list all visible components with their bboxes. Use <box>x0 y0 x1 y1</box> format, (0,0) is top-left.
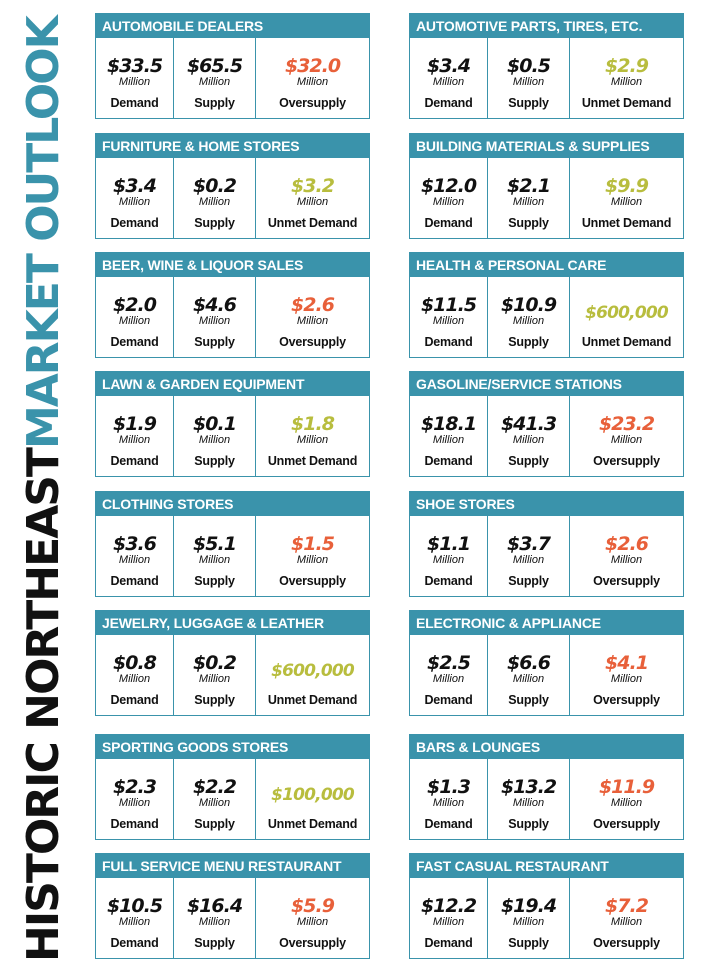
market-panel <box>409 853 684 959</box>
metric-value: $0.1 <box>193 413 236 435</box>
panel-title: ELECTRONIC & APPLIANCE <box>410 611 683 635</box>
metric-unit: Million <box>118 916 151 928</box>
demand-cell <box>410 277 488 357</box>
page-title <box>18 7 69 962</box>
metric-label: Supply <box>194 454 235 468</box>
metric-value: $1.3 <box>427 776 470 798</box>
metric-value: $4.6 <box>193 294 236 316</box>
metric-value: $12.0 <box>420 175 477 197</box>
metric-value: $2.2 <box>193 776 236 798</box>
metric-label: Oversupply <box>593 693 660 707</box>
demand-cell <box>410 158 488 238</box>
metric-label: Demand <box>110 335 159 349</box>
demand-cell <box>96 516 174 596</box>
metric-unit: Million <box>512 673 545 685</box>
metric-label: Supply <box>508 454 549 468</box>
panel-metrics <box>410 277 683 357</box>
market-panel <box>95 13 370 119</box>
supply-cell <box>174 635 256 715</box>
demand-cell <box>96 878 174 958</box>
panel-metrics <box>96 277 369 357</box>
metric-value: $100,000 <box>271 785 354 805</box>
balance-cell <box>256 878 369 958</box>
metric-value: $18.1 <box>420 413 477 435</box>
supply-cell <box>488 878 570 958</box>
metric-value: $19.4 <box>500 895 557 917</box>
market-panel <box>409 491 684 597</box>
metric-label: Oversupply <box>279 335 346 349</box>
metric-value: $12.2 <box>420 895 477 917</box>
panel-metrics <box>410 516 683 596</box>
metric-value: $1.8 <box>291 413 334 435</box>
balance-cell <box>256 38 369 118</box>
metric-unit: Million <box>198 797 231 809</box>
metric-value: $3.2 <box>291 175 334 197</box>
supply-cell <box>488 277 570 357</box>
market-panel <box>409 734 684 840</box>
metric-unit: Million <box>432 315 465 327</box>
panel-title: AUTOMOBILE DEALERS <box>96 14 369 38</box>
metric-label: Supply <box>194 817 235 831</box>
metric-unit: Million <box>512 76 545 88</box>
supply-cell <box>174 396 256 476</box>
panel-title: BARS & LOUNGES <box>410 735 683 759</box>
metric-unit: Million <box>198 554 231 566</box>
balance-cell <box>256 759 369 839</box>
metric-label: Unmet Demand <box>267 693 358 707</box>
panel-metrics <box>96 635 369 715</box>
demand-cell <box>96 277 174 357</box>
panel-metrics <box>96 158 369 238</box>
panel-metrics <box>96 38 369 118</box>
market-panel <box>95 610 370 716</box>
metric-unit: Million <box>118 673 151 685</box>
metric-label: Oversupply <box>279 936 346 950</box>
metric-unit: Million <box>198 315 231 327</box>
demand-cell <box>410 635 488 715</box>
metric-unit: Million <box>118 554 151 566</box>
metric-unit: Million <box>198 434 231 446</box>
metric-unit: Million <box>296 76 329 88</box>
balance-cell <box>570 878 683 958</box>
metric-value: $6.6 <box>507 652 550 674</box>
panel-title: BEER, WINE & LIQUOR SALES <box>96 253 369 277</box>
metric-value: $1.9 <box>113 413 156 435</box>
metric-label: Oversupply <box>279 96 346 110</box>
market-panel <box>409 13 684 119</box>
metric-unit: Million <box>512 196 545 208</box>
balance-cell <box>256 158 369 238</box>
panel-metrics <box>96 759 369 839</box>
metric-value: $1.1 <box>427 533 470 555</box>
metric-value: $10.5 <box>106 895 163 917</box>
metric-label: Supply <box>508 574 549 588</box>
balance-cell <box>570 396 683 476</box>
metric-label: Supply <box>508 693 549 707</box>
metric-value: $2.9 <box>605 55 648 77</box>
panel-metrics <box>410 38 683 118</box>
panel-metrics <box>410 396 683 476</box>
metric-unit: Million <box>296 196 329 208</box>
supply-cell <box>174 516 256 596</box>
metric-value: $23.2 <box>598 413 655 435</box>
metric-value: $0.2 <box>193 652 236 674</box>
panel-title: HEALTH & PERSONAL CARE <box>410 253 683 277</box>
supply-cell <box>174 759 256 839</box>
panel-metrics <box>410 878 683 958</box>
market-panel <box>95 371 370 477</box>
metric-label: Supply <box>508 96 549 110</box>
supply-cell <box>488 396 570 476</box>
panel-metrics <box>410 635 683 715</box>
supply-cell <box>174 878 256 958</box>
supply-cell <box>488 158 570 238</box>
supply-cell <box>488 516 570 596</box>
balance-cell <box>570 158 683 238</box>
metric-value: $1.5 <box>291 533 334 555</box>
metric-label: Demand <box>424 96 473 110</box>
market-panel <box>409 610 684 716</box>
metric-value: $5.9 <box>291 895 334 917</box>
demand-cell <box>410 38 488 118</box>
metric-label: Unmet Demand <box>581 216 672 230</box>
market-panel <box>95 734 370 840</box>
supply-cell <box>174 38 256 118</box>
metric-unit: Million <box>118 797 151 809</box>
metric-value: $600,000 <box>585 303 668 323</box>
metric-label: Demand <box>424 335 473 349</box>
metric-value: $3.6 <box>113 533 156 555</box>
metric-label: Demand <box>424 574 473 588</box>
balance-cell <box>256 396 369 476</box>
supply-cell <box>488 38 570 118</box>
demand-cell <box>96 635 174 715</box>
panel-metrics <box>410 759 683 839</box>
balance-cell <box>570 38 683 118</box>
metric-label: Demand <box>424 936 473 950</box>
metric-unit: Million <box>610 434 643 446</box>
metric-label: Supply <box>194 216 235 230</box>
metric-unit: Million <box>118 315 151 327</box>
page-title-part1: HISTORIC NORTHEAST <box>18 449 69 962</box>
metric-unit: Million <box>512 797 545 809</box>
panel-metrics <box>96 516 369 596</box>
metric-unit: Million <box>296 916 329 928</box>
metric-label: Supply <box>508 335 549 349</box>
demand-cell <box>410 878 488 958</box>
panel-title: CLOTHING STORES <box>96 492 369 516</box>
market-panel <box>409 133 684 239</box>
metric-value: $0.2 <box>193 175 236 197</box>
metric-unit: Million <box>432 916 465 928</box>
metric-label: Demand <box>110 936 159 950</box>
metric-unit: Million <box>432 554 465 566</box>
panel-title: FULL SERVICE MENU RESTAURANT <box>96 854 369 878</box>
market-panel <box>95 133 370 239</box>
panel-metrics <box>96 396 369 476</box>
metric-value: $7.2 <box>605 895 648 917</box>
metric-label: Oversupply <box>593 454 660 468</box>
metric-label: Demand <box>424 454 473 468</box>
metric-value: $9.9 <box>605 175 648 197</box>
metric-label: Demand <box>110 693 159 707</box>
metric-label: Supply <box>194 936 235 950</box>
metric-label: Oversupply <box>279 574 346 588</box>
metric-unit: Million <box>512 916 545 928</box>
metric-label: Unmet Demand <box>267 216 358 230</box>
metric-unit: Million <box>610 76 643 88</box>
metric-label: Supply <box>194 693 235 707</box>
market-panel <box>409 371 684 477</box>
metric-value: $16.4 <box>186 895 243 917</box>
panel-title: SPORTING GOODS STORES <box>96 735 369 759</box>
metric-unit: Million <box>118 196 151 208</box>
panel-title: FURNITURE & HOME STORES <box>96 134 369 158</box>
metric-label: Unmet Demand <box>267 817 358 831</box>
supply-cell <box>174 158 256 238</box>
supply-cell <box>488 635 570 715</box>
metric-label: Demand <box>110 216 159 230</box>
balance-cell <box>570 277 683 357</box>
metric-label: Oversupply <box>593 574 660 588</box>
balance-cell <box>570 635 683 715</box>
metric-label: Demand <box>110 574 159 588</box>
metric-value: $4.1 <box>605 652 648 674</box>
metric-value: $32.0 <box>284 55 341 77</box>
supply-cell <box>174 277 256 357</box>
panel-title: FAST CASUAL RESTAURANT <box>410 854 683 878</box>
metric-label: Supply <box>194 96 235 110</box>
metric-unit: Million <box>610 196 643 208</box>
metric-value: $0.8 <box>113 652 156 674</box>
metric-unit: Million <box>432 76 465 88</box>
metric-value: $5.1 <box>193 533 236 555</box>
demand-cell <box>96 158 174 238</box>
metric-value: $3.4 <box>427 55 470 77</box>
market-panel <box>409 252 684 358</box>
metric-value: $2.5 <box>427 652 470 674</box>
metric-unit: Million <box>296 434 329 446</box>
metric-label: Supply <box>508 817 549 831</box>
panel-metrics <box>410 158 683 238</box>
metric-label: Oversupply <box>593 817 660 831</box>
metric-unit: Million <box>610 554 643 566</box>
metric-value: $2.1 <box>507 175 550 197</box>
metric-unit: Million <box>432 196 465 208</box>
metric-unit: Million <box>432 797 465 809</box>
metric-unit: Million <box>610 797 643 809</box>
panel-title: AUTOMOTIVE PARTS, TIRES, ETC. <box>410 14 683 38</box>
metric-label: Supply <box>508 936 549 950</box>
page-title-part2: MARKET OUTLOOK <box>18 17 69 450</box>
panel-title: JEWELRY, LUGGAGE & LEATHER <box>96 611 369 635</box>
metric-unit: Million <box>512 315 545 327</box>
supply-cell <box>488 759 570 839</box>
metric-value: $600,000 <box>271 661 354 681</box>
metric-unit: Million <box>610 916 643 928</box>
demand-cell <box>96 38 174 118</box>
metric-label: Demand <box>110 817 159 831</box>
metric-value: $10.9 <box>500 294 557 316</box>
market-panel <box>95 252 370 358</box>
panel-metrics <box>96 878 369 958</box>
panel-title: BUILDING MATERIALS & SUPPLIES <box>410 134 683 158</box>
balance-cell <box>256 277 369 357</box>
metric-value: $0.5 <box>507 55 550 77</box>
metric-unit: Million <box>198 673 231 685</box>
metric-value: $11.9 <box>598 776 655 798</box>
metric-label: Oversupply <box>593 936 660 950</box>
demand-cell <box>410 759 488 839</box>
metric-label: Demand <box>424 693 473 707</box>
metric-unit: Million <box>296 554 329 566</box>
balance-cell <box>570 516 683 596</box>
metric-unit: Million <box>118 76 151 88</box>
balance-cell <box>570 759 683 839</box>
panel-title: LAWN & GARDEN EQUIPMENT <box>96 372 369 396</box>
metric-value: $2.6 <box>605 533 648 555</box>
balance-cell <box>256 516 369 596</box>
metric-unit: Million <box>432 434 465 446</box>
metric-label: Demand <box>110 96 159 110</box>
metric-label: Demand <box>424 216 473 230</box>
metric-unit: Million <box>610 673 643 685</box>
metric-unit: Million <box>432 673 465 685</box>
demand-cell <box>410 396 488 476</box>
metric-label: Demand <box>424 817 473 831</box>
metric-unit: Million <box>512 434 545 446</box>
demand-cell <box>410 516 488 596</box>
metric-value: $41.3 <box>500 413 557 435</box>
metric-value: $65.5 <box>186 55 243 77</box>
metric-label: Demand <box>110 454 159 468</box>
metric-label: Unmet Demand <box>581 335 672 349</box>
metric-value: $33.5 <box>106 55 163 77</box>
metric-value: $2.3 <box>113 776 156 798</box>
metric-value: $3.4 <box>113 175 156 197</box>
metric-label: Unmet Demand <box>581 96 672 110</box>
demand-cell <box>96 396 174 476</box>
metric-unit: Million <box>198 196 231 208</box>
market-panel <box>95 491 370 597</box>
metric-value: $13.2 <box>500 776 557 798</box>
metric-unit: Million <box>512 554 545 566</box>
metric-label: Unmet Demand <box>267 454 358 468</box>
metric-unit: Million <box>198 76 231 88</box>
metric-label: Supply <box>194 335 235 349</box>
metric-unit: Million <box>198 916 231 928</box>
metric-unit: Million <box>118 434 151 446</box>
metric-label: Supply <box>508 216 549 230</box>
metric-value: $3.7 <box>507 533 550 555</box>
metric-unit: Million <box>296 315 329 327</box>
demand-cell <box>96 759 174 839</box>
panel-title: GASOLINE/SERVICE STATIONS <box>410 372 683 396</box>
balance-cell <box>256 635 369 715</box>
metric-value: $2.6 <box>291 294 334 316</box>
metric-label: Supply <box>194 574 235 588</box>
panel-title: SHOE STORES <box>410 492 683 516</box>
metric-value: $11.5 <box>420 294 477 316</box>
market-panel <box>95 853 370 959</box>
metric-value: $2.0 <box>113 294 156 316</box>
